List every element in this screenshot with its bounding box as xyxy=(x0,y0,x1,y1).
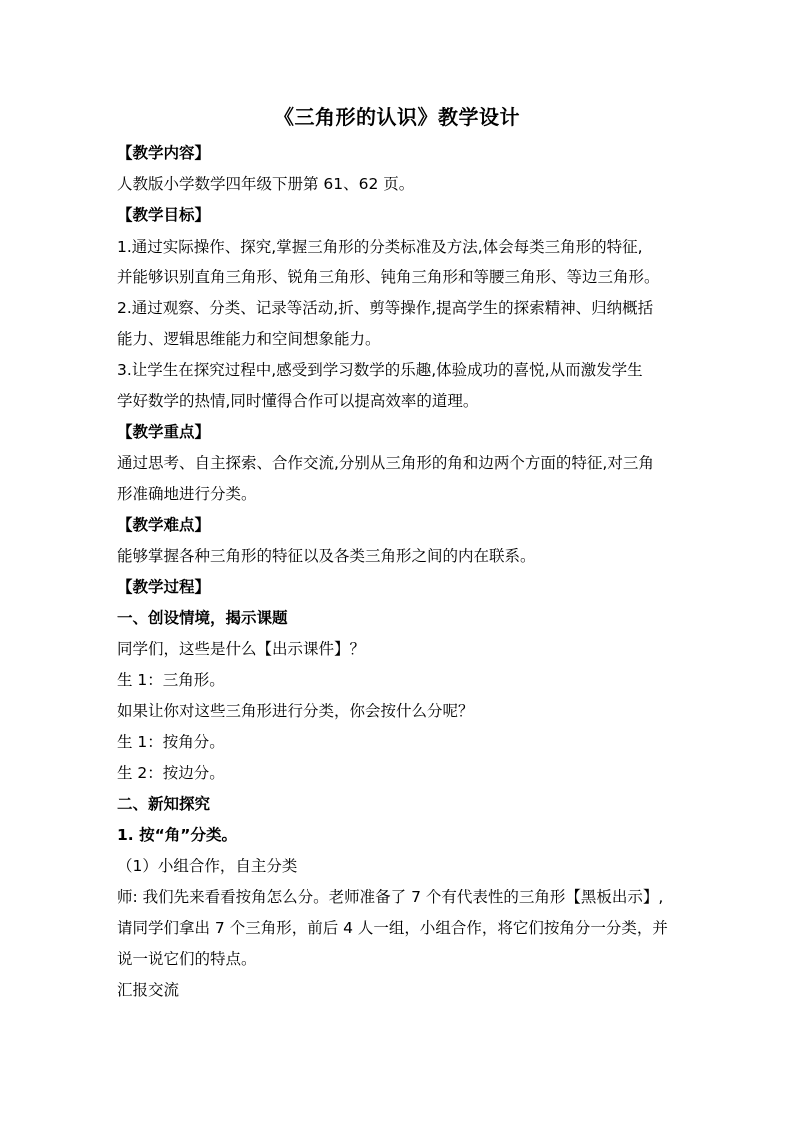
heading-difficulties: 【教学难点】 xyxy=(117,516,211,534)
key-points-line-1: 通过思考、自主探索、合作交流,分别从三角形的角和边两个方面的特征,对三角 xyxy=(117,454,654,472)
heading-teaching-process: 【教学过程】 xyxy=(117,578,211,596)
process-answer-1: 生 1：三角形。 xyxy=(117,671,225,689)
goal-2-line-1: 2.通过观察、分类、记录等活动,折、剪等操作,提高学生的探索精神、归纳概括 xyxy=(117,299,654,317)
goal-1-line-1: 1.通过实际操作、探究,掌握三角形的分类标准及方法,体会每类三角形的特征, xyxy=(117,238,643,256)
process-answer-3: 生 2：按边分。 xyxy=(117,764,225,782)
goal-2-line-2: 能力、逻辑思维能力和空间想象能力。 xyxy=(117,330,381,348)
heading-teaching-goals: 【教学目标】 xyxy=(117,206,211,224)
teacher-line-3: 说一说它们的特点。 xyxy=(117,950,257,968)
process-part-2-title: 二、新知探究 xyxy=(117,795,211,813)
teaching-content-text: 人教版小学数学四年级下册第 61、62 页。 xyxy=(117,175,415,193)
process-sub-1-title: 1. 按“角”分类。 xyxy=(117,826,237,844)
heading-key-points: 【教学重点】 xyxy=(117,423,211,441)
process-answer-2: 生 1：按角分。 xyxy=(117,733,225,751)
key-points-line-2: 形准确地进行分类。 xyxy=(117,485,257,503)
process-question-2: 如果让你对这些三角形进行分类，你会按什么分呢？ xyxy=(117,702,474,720)
goal-3-line-1: 3.让学生在探究过程中,感受到学习数学的乐趣,体验成功的喜悦,从而激发学生 xyxy=(117,361,643,379)
goal-1-line-2: 并能够识别直角三角形、锐角三角形、钝角三角形和等腰三角形、等边三角形。 xyxy=(117,268,660,286)
process-question-1: 同学们，这些是什么【出示课件】？ xyxy=(117,640,366,658)
difficulties-text: 能够掌握各种三角形的特征以及各类三角形之间的内在联系。 xyxy=(117,547,536,565)
teacher-line-1: 师: 我们先来看看按角怎么分。老师准备了 7 个有代表性的三角形【黑板出示】, xyxy=(117,888,664,906)
report-text: 汇报交流 xyxy=(117,981,180,999)
process-sub-1-item: （1）小组合作，自主分类 xyxy=(117,857,298,875)
heading-teaching-content: 【教学内容】 xyxy=(117,144,211,162)
document-title: 《三角形的认识》教学设计 xyxy=(274,105,520,129)
goal-3-line-2: 学好数学的热情,同时懂得合作可以提高效率的道理。 xyxy=(117,392,479,410)
process-part-1-title: 一、创设情境，揭示课题 xyxy=(117,609,288,627)
teacher-line-2: 请同学们拿出 7 个三角形，前后 4 人一组，小组合作，将它们按角分一分类，并 xyxy=(117,919,668,937)
